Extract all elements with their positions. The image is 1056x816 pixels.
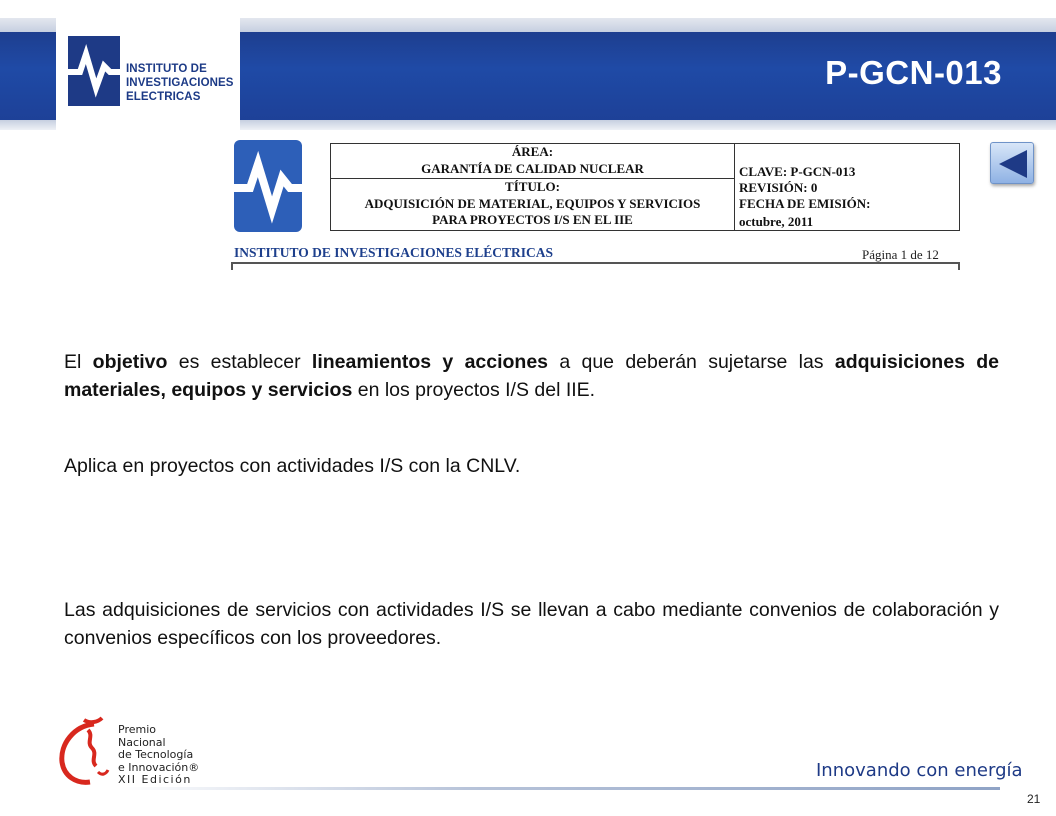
scope-paragraph: Aplica en proyectos con actividades I/S con la CNLV. — [64, 455, 521, 477]
objective-segment: en los proyectos I/S del IIE. — [352, 379, 596, 401]
award-line-3: de Tecnología — [118, 748, 194, 761]
area-value: GARANTÍA DE CALIDAD NUCLEAR — [421, 161, 644, 176]
doc-divider — [232, 262, 960, 264]
iie-logo-icon — [68, 36, 120, 106]
objective-segment: a que deberán sujetarse las — [548, 351, 835, 373]
objective-segment: es establecer — [167, 351, 312, 373]
slide-number: 21 — [1027, 792, 1041, 806]
institute-logo — [56, 18, 240, 130]
area-label: ÁREA: — [511, 144, 554, 159]
revision-value: REVISIÓN: 0 — [739, 180, 818, 195]
institute-line-3: ELECTRICAS — [126, 91, 201, 103]
doc-header-table — [330, 143, 960, 231]
institute-line-2: INVESTIGACIONES — [126, 77, 234, 89]
doc-page-number: Página 1 de 12 — [862, 247, 939, 262]
doc-iie-logo-icon — [232, 138, 304, 234]
institute-name — [126, 62, 234, 104]
award-logo-icon — [54, 716, 116, 786]
award-line-2: Nacional — [118, 735, 166, 749]
title-line-1: ADQUISICIÓN DE MATERIAL, EQUIPOS Y SERVICIOS — [364, 196, 701, 211]
fecha-label: FECHA DE EMISIÓN: — [739, 196, 871, 211]
doc-divider-left — [231, 262, 233, 270]
objective-segment: lineamientos y acciones — [311, 351, 549, 373]
objective-paragraph — [64, 348, 999, 404]
objective-segment: adquisiciones de materiales, equipos y servicios — [64, 351, 999, 401]
back-button[interactable] — [990, 142, 1034, 184]
objective-segment: objetivo — [92, 351, 168, 373]
award-line-5: XII Edición — [118, 773, 192, 786]
objective-segment: El — [64, 351, 93, 373]
fecha-value: octubre, 2011 — [739, 214, 814, 229]
award-line-1: Premio — [118, 723, 156, 736]
back-arrow-icon — [995, 147, 1031, 181]
page-title: P-GCN-013 — [825, 54, 1002, 91]
clave-value: CLAVE: P-GCN-013 — [739, 164, 856, 179]
title-label: TÍTULO: — [505, 179, 560, 194]
footer-divider — [120, 787, 1000, 790]
institute-line-1: INSTITUTO DE — [126, 63, 207, 75]
award-text — [118, 724, 199, 787]
award-line-4: e Innovación® — [118, 760, 200, 774]
slogan: Innovando con energía — [816, 760, 1023, 781]
title-line-2: PARA PROYECTOS I/S EN EL IIE — [432, 212, 633, 227]
institute-full-name: INSTITUTO DE INVESTIGACIONES ELÉCTRICAS — [234, 245, 553, 260]
doc-divider-right — [958, 262, 960, 270]
services-paragraph: Las adquisiciones de servicios con actividades I/S se llevan a cabo mediante convenios de colaboración y convenios específicos con los proveedores. — [64, 599, 999, 649]
